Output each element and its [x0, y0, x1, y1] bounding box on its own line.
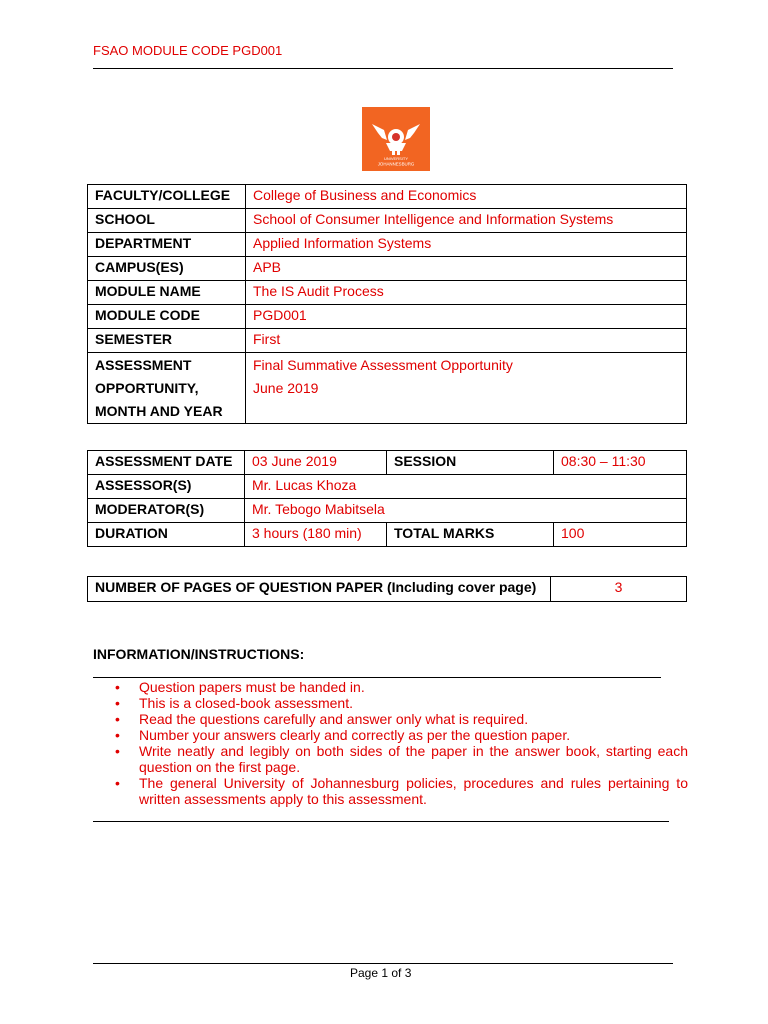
assessment-value-line-2: June 2019 [253, 380, 319, 396]
assessment-label-line-1: ASSESSMENT [95, 357, 192, 373]
bullet-icon: • [115, 775, 120, 791]
instructions-top-rule [93, 677, 661, 678]
page-count-label: NUMBER OF PAGES OF QUESTION PAPER (Including cover page) [88, 577, 551, 602]
table-row [88, 451, 687, 475]
list-item: • Write neatly and legibly on both sides of the paper in the answer book, starting each question on the first page. [115, 743, 688, 775]
assessment-date-value: 03 June 2019 [245, 451, 387, 475]
list-item: • The general University of Johannesburg policies, procedures and rules pertaining to written assessments apply to this assessment. [115, 775, 688, 807]
table-row [88, 209, 687, 233]
page-count-value: 3 [551, 577, 687, 602]
list-item: • Read the questions carefully and answer only what is required. [115, 711, 529, 727]
table-row [88, 233, 687, 257]
table-row [88, 257, 687, 281]
assessment-details-table [87, 450, 687, 547]
header-module-code: FSAO MODULE CODE PGD001 [93, 43, 283, 58]
session-label: SESSION [387, 451, 554, 475]
table-row [88, 475, 687, 499]
table-row [88, 281, 687, 305]
footer-rule [93, 963, 673, 964]
department-label: DEPARTMENT [88, 233, 246, 257]
list-item: • Question papers must be handed in. [115, 679, 365, 695]
table-row [88, 329, 687, 353]
logo-text-johannesburg: JOHANNESBURG [377, 161, 415, 167]
page-number: Page 1 of 3 [350, 966, 412, 980]
list-item: • Number your answers clearly and correctly as per the question paper. [115, 727, 571, 743]
module-details-table [87, 184, 687, 424]
duration-value: 3 hours (180 min) [245, 523, 387, 547]
table-row [88, 499, 687, 523]
assessor-value: Mr. Lucas Khoza [245, 475, 687, 499]
list-item: • This is a closed-book assessment. [115, 695, 353, 711]
assessor-label: ASSESSOR(S) [88, 475, 245, 499]
table-row [88, 185, 687, 209]
bullet-icon: • [115, 711, 120, 727]
moderator-label: MODERATOR(S) [88, 499, 245, 523]
assessment-opportunity-label [88, 353, 246, 424]
duration-label: DURATION [88, 523, 245, 547]
bullet-icon: • [115, 695, 120, 711]
semester-value: First [246, 329, 687, 353]
session-value: 08:30 – 11:30 [554, 451, 687, 475]
faculty-label: FACULTY/COLLEGE [88, 185, 246, 209]
assessment-label-line-2: OPPORTUNITY, [95, 380, 199, 396]
campus-label: CAMPUS(ES) [88, 257, 246, 281]
instructions-list [93, 679, 688, 807]
school-value: School of Consumer Intelligence and Information Systems [246, 209, 687, 233]
instructions-bottom-rule [93, 821, 669, 822]
table-row [88, 305, 687, 329]
assessment-label-line-3: MONTH AND YEAR [95, 403, 223, 419]
bullet-icon: • [115, 743, 120, 759]
faculty-value: College of Business and Economics [246, 185, 687, 209]
module-code-value: PGD001 [246, 305, 687, 329]
bullet-icon: • [115, 727, 120, 743]
assessment-date-label: ASSESSMENT DATE [88, 451, 245, 475]
table-row [88, 577, 687, 602]
total-marks-label: TOTAL MARKS [387, 523, 554, 547]
bullet-icon: • [115, 679, 120, 695]
instructions-title: INFORMATION/INSTRUCTIONS: [93, 646, 305, 662]
moderator-value: Mr. Tebogo Mabitsela [245, 499, 687, 523]
module-code-label: MODULE CODE [88, 305, 246, 329]
header-rule [93, 68, 673, 69]
school-label: SCHOOL [88, 209, 246, 233]
table-row [88, 523, 687, 547]
total-marks-value: 100 [554, 523, 687, 547]
module-name-label: MODULE NAME [88, 281, 246, 305]
campus-value: APB [246, 257, 687, 281]
page-count-table [87, 576, 687, 602]
assessment-opportunity-value [246, 353, 687, 424]
department-value: Applied Information Systems [246, 233, 687, 257]
assessment-value-line-1: Final Summative Assessment Opportunity [253, 357, 513, 373]
university-logo [362, 107, 430, 171]
module-name-value: The IS Audit Process [246, 281, 687, 305]
semester-label: SEMESTER [88, 329, 246, 353]
table-row [88, 353, 687, 424]
logo-text-university: UNIVERSITY [383, 156, 409, 161]
